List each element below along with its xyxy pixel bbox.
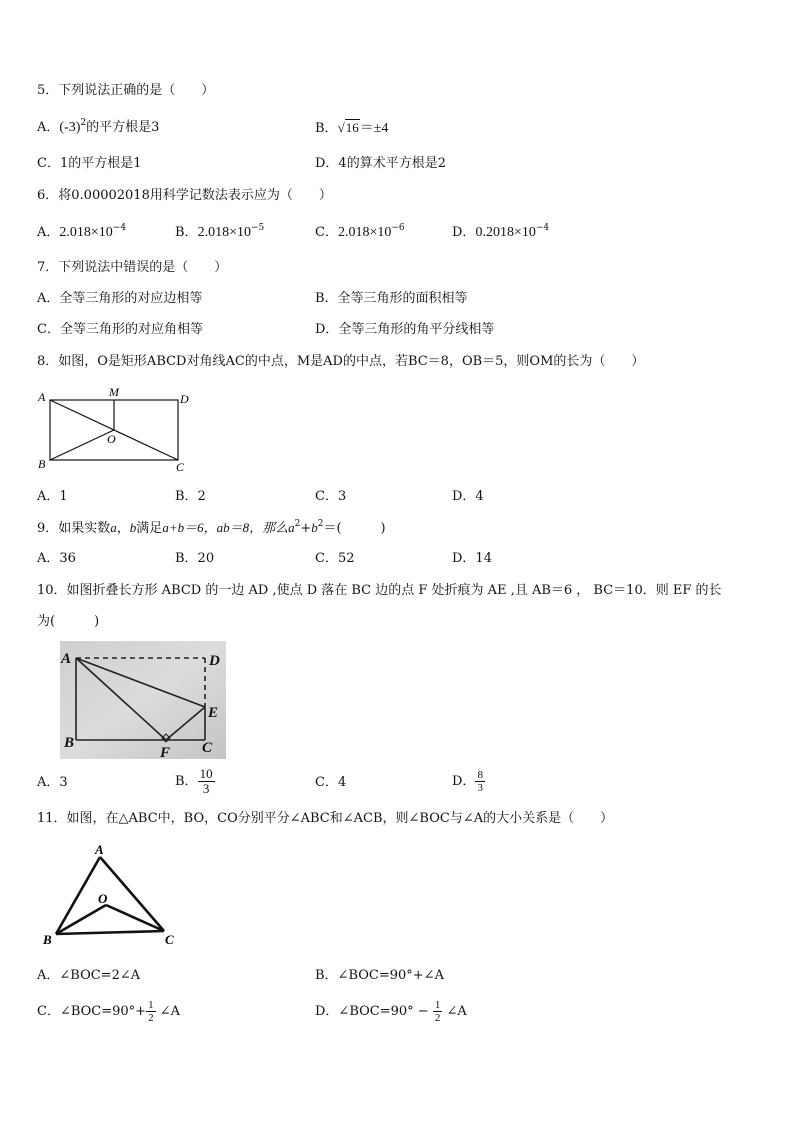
- bisector-co: [106, 905, 164, 931]
- q6-option-b[interactable]: B．$2.018\times 10^{-5}$: [175, 223, 265, 240]
- q9-option-b[interactable]: B．20: [175, 551, 215, 566]
- label-e: E: [208, 705, 219, 721]
- q9-stem: 9．如果实数a，b满足a+b＝6，ab＝8，那么$a^2+b^2=$( ): [37, 519, 386, 536]
- q10-option-c[interactable]: C．4: [315, 775, 347, 790]
- label-a: A: [38, 390, 46, 404]
- label-o: O: [98, 891, 108, 906]
- label-f: F: [160, 745, 171, 759]
- label-b: B: [38, 457, 46, 471]
- label-o: O: [107, 432, 116, 446]
- q11-triangle-figure: [40, 842, 180, 948]
- q5-option-a[interactable]: A．$(-3)^2$的平方根是3: [37, 118, 160, 135]
- q10-stem-line2: 为( ): [37, 614, 100, 629]
- q10-option-d[interactable]: D． $\frac{8}{3}$: [452, 769, 483, 794]
- q9-option-c[interactable]: C．52: [315, 551, 355, 566]
- q8-option-a[interactable]: A．1: [37, 489, 68, 504]
- label-d: D: [209, 653, 220, 669]
- q11-option-a[interactable]: A．∠BOC=2∠A: [37, 968, 141, 983]
- q6-option-c[interactable]: C．$2.018\times 10^{-6}$: [315, 223, 405, 240]
- q9-option-a[interactable]: A．36: [37, 551, 76, 566]
- fraction-one-half: $\frac{1}{2}$: [148, 999, 154, 1024]
- label-b: B: [64, 735, 75, 751]
- q7-option-d[interactable]: D．全等三角形的角平分线相等: [315, 322, 495, 337]
- q11-option-c[interactable]: C．∠BOC=90°+ $\frac{1}{2}$ ∠A: [37, 999, 180, 1024]
- fraction-eight-thirds: $\frac{8}{3}$: [477, 769, 483, 794]
- fraction-ten-thirds: $\frac{10}{3}$: [199, 766, 213, 796]
- q8-option-d[interactable]: D．4: [452, 489, 484, 504]
- label-a: A: [61, 651, 72, 667]
- q8-option-c[interactable]: C．3: [315, 489, 347, 504]
- q8-stem: 8．如图，O是矩形ABCD对角线AC的中点，M是AD的中点，若BC＝8，OB＝5，则OM的长为（ ）: [37, 354, 645, 369]
- q5-option-c[interactable]: C．1的平方根是1: [37, 156, 142, 171]
- label-c: C: [176, 460, 185, 474]
- q10-stem-line1: 10．如图折叠长方形 ABCD 的一边 AD ,使点 D 落在 BC 边的点 F 处折痕为 AE ,且 AB＝6 ， BC＝10．则 EF 的长: [37, 583, 722, 598]
- label-c: C: [202, 740, 213, 756]
- q10-fold-photo-figure: [60, 641, 226, 759]
- segment-bo: [50, 430, 114, 460]
- q6-option-a[interactable]: A．$2.018\times 10^{-4}$: [37, 223, 127, 240]
- q11-stem: 11．如图，在△ABC中，BO，CO分别平分∠ABC和∠ACB，则∠BOC与∠A的大小关系是（ ）: [37, 811, 614, 826]
- label-d: D: [180, 392, 189, 406]
- q9-option-d[interactable]: D．14: [452, 551, 492, 566]
- label-c: C: [165, 932, 174, 947]
- q10-option-a[interactable]: A．3: [37, 775, 68, 790]
- q10-option-b[interactable]: B． $\frac{10}{3}$: [175, 766, 213, 796]
- side-bc: [56, 931, 164, 934]
- q6-stem: 6．将0.00002018用科学记数法表示应为（ ）: [37, 188, 332, 203]
- q5-option-b[interactable]: B．√16＝±4: [315, 120, 389, 136]
- fraction-one-half: $\frac{1}{2}$: [434, 999, 441, 1024]
- q7-option-b[interactable]: B．全等三角形的面积相等: [315, 291, 468, 306]
- q8-option-b[interactable]: B．2: [175, 489, 206, 504]
- q8-rectangle-figure: [34, 383, 196, 475]
- q7-stem: 7．下列说法中错误的是（ ）: [37, 260, 228, 275]
- q5-option-d[interactable]: D．4的算术平方根是2: [315, 156, 446, 171]
- label-m: M: [109, 385, 119, 399]
- label-b: B: [43, 932, 52, 947]
- q6-option-d[interactable]: D．$0.2018\times 10^{-4}$: [452, 223, 550, 240]
- label-a: A: [95, 842, 104, 857]
- q5-stem: 5．下列说法正确的是（ ）: [37, 83, 215, 98]
- q7-option-a[interactable]: A．全等三角形的对应边相等: [37, 291, 203, 306]
- q11-option-b[interactable]: B．∠BOC=90°+∠A: [315, 968, 444, 983]
- side-ac: [100, 857, 164, 931]
- q11-option-d[interactable]: D．∠BOC=90° − $\frac{1}{2}$ ∠A: [315, 999, 467, 1024]
- q7-option-c[interactable]: C．全等三角形的对应角相等: [37, 322, 203, 337]
- sqrt-symbol: √16: [337, 120, 359, 135]
